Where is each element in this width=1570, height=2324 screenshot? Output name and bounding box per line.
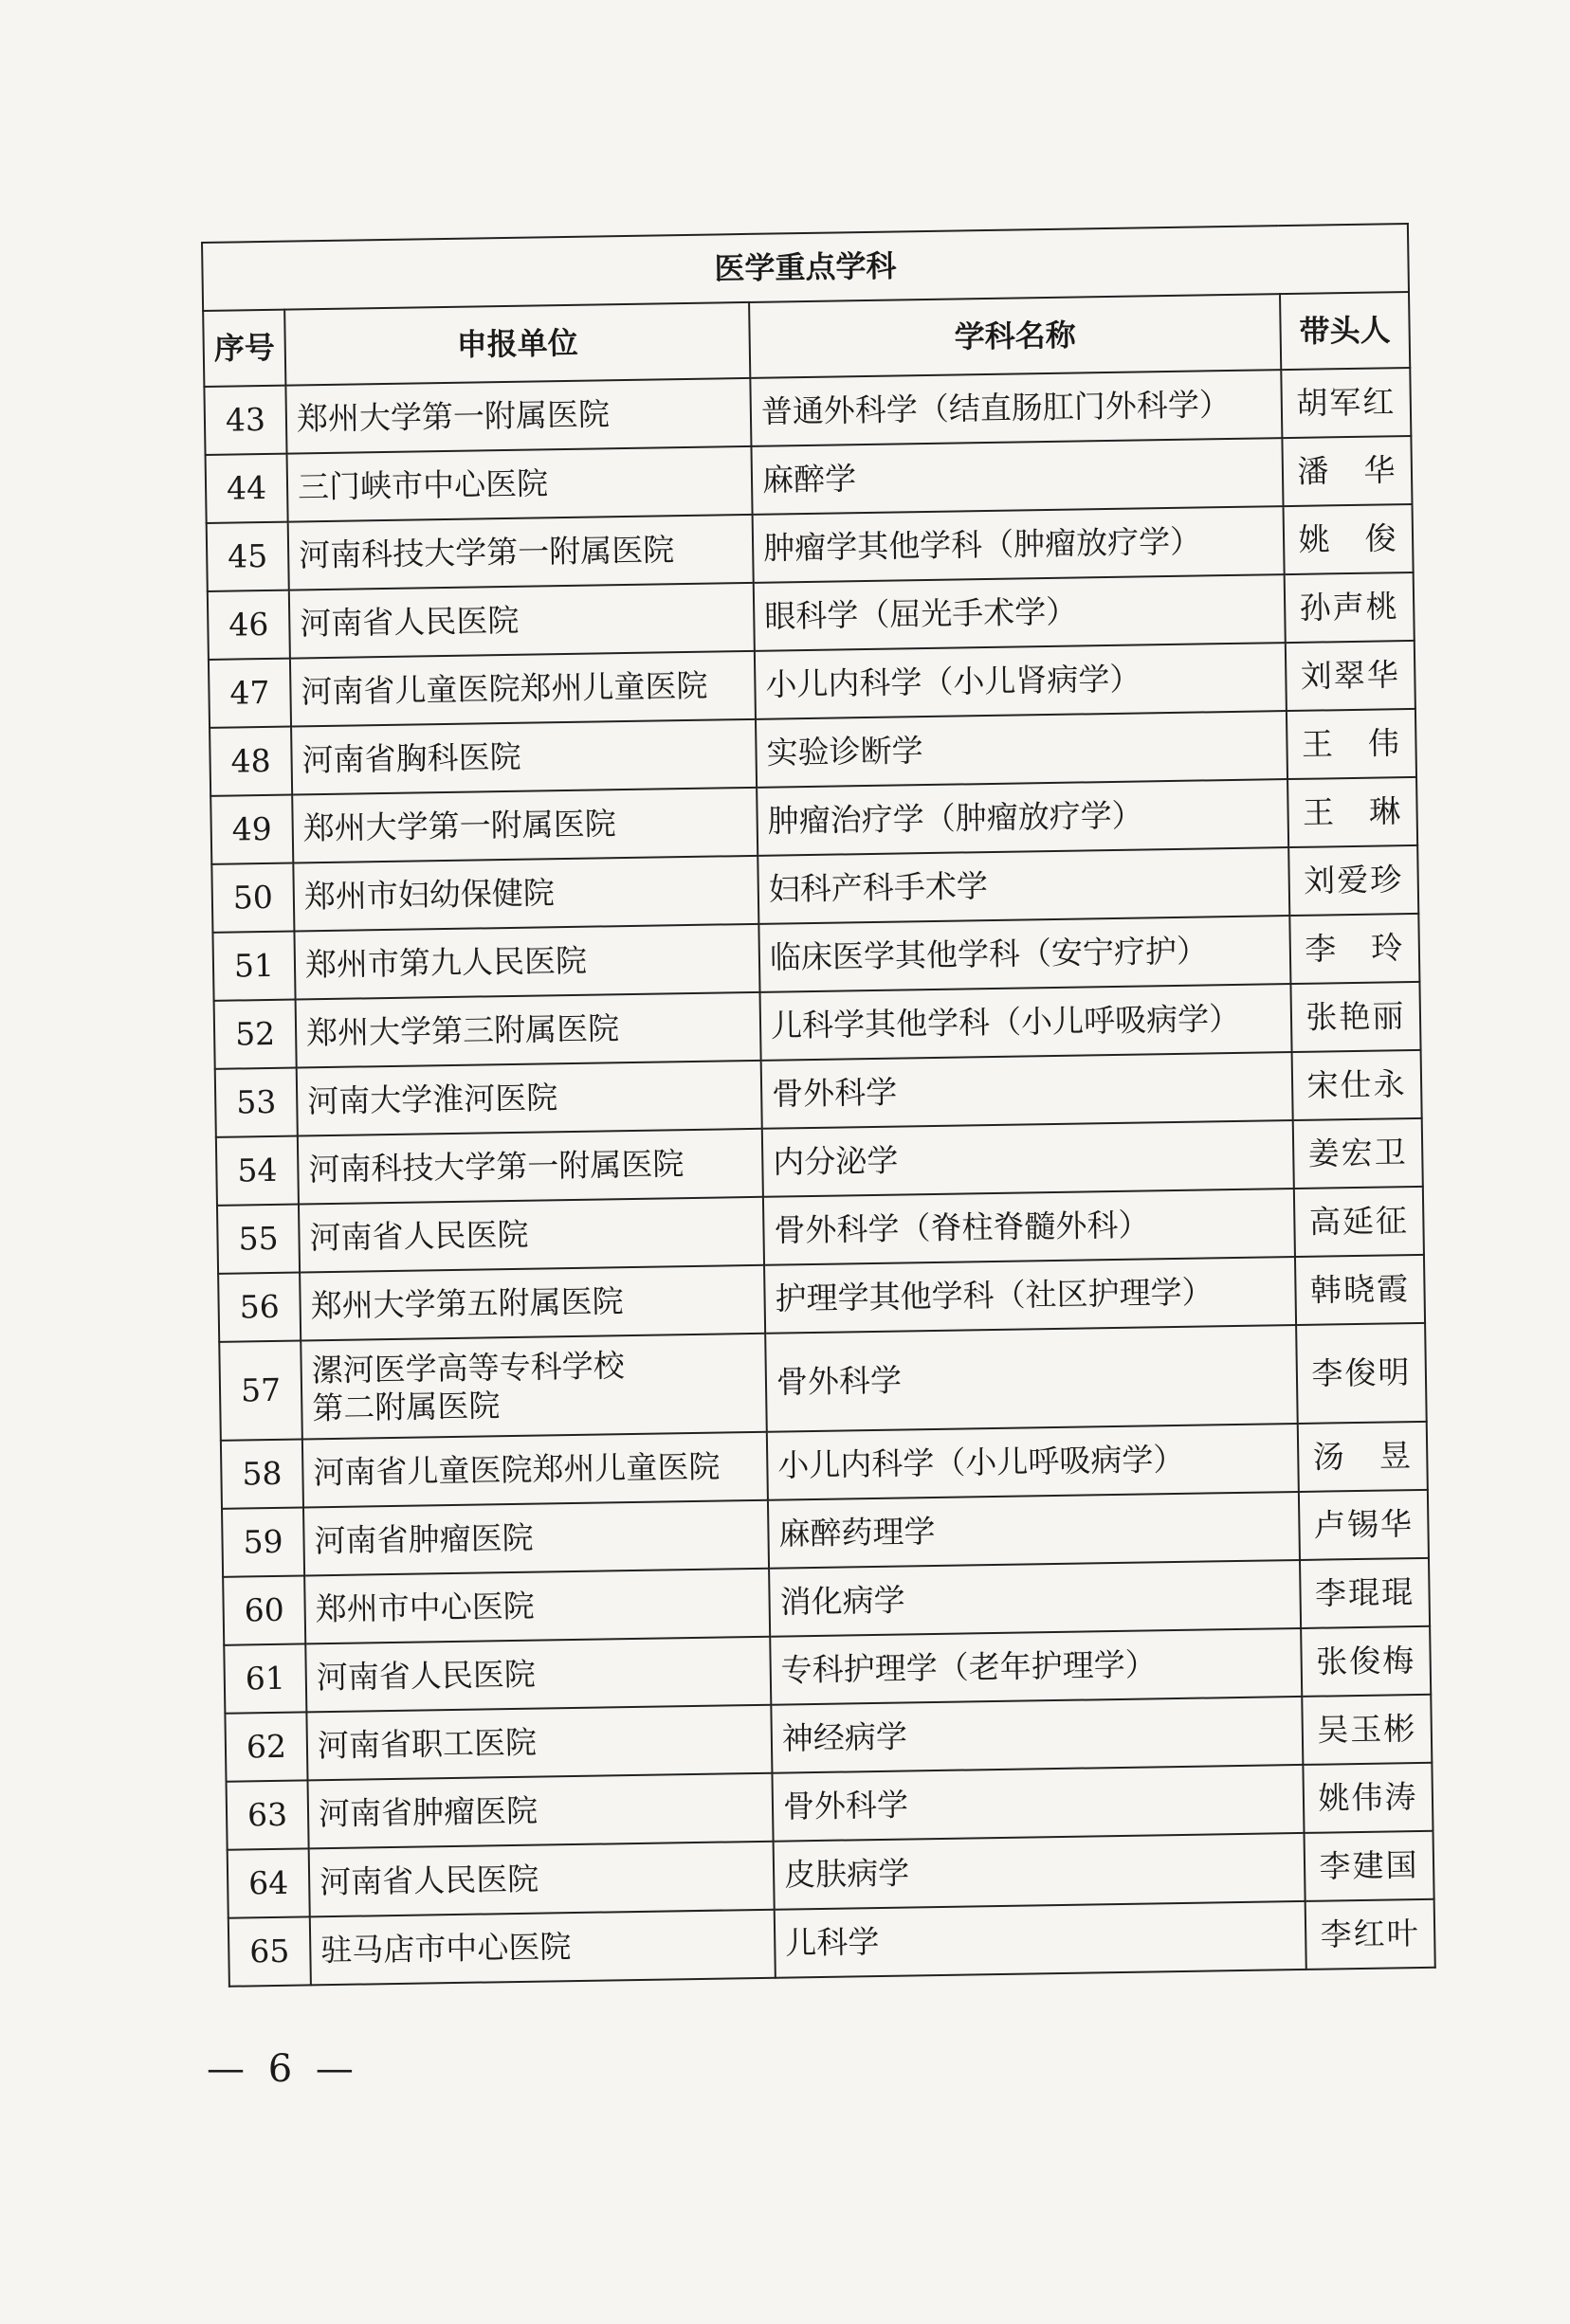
- row-subject: 骨外科学: [765, 1325, 1298, 1432]
- header-leader: 带头人: [1280, 292, 1410, 370]
- row-no: 47: [209, 659, 291, 728]
- row-subject: 儿科学其他学科（小儿呼吸病学）: [760, 984, 1292, 1061]
- row-no: 54: [216, 1136, 299, 1206]
- row-leader: 姚伟涛: [1303, 1763, 1433, 1833]
- row-subject: 肿瘤学其他学科（肿瘤放疗学）: [753, 506, 1285, 583]
- row-leader: 刘翠华: [1286, 641, 1415, 711]
- row-unit: 三门峡市中心医院: [287, 446, 753, 522]
- row-unit-line-2: 第二附属医院: [312, 1387, 501, 1427]
- row-subject: 眼科学（屈光手术学）: [754, 574, 1286, 651]
- row-unit: 郑州大学第一附属医院: [292, 788, 758, 863]
- row-no: 58: [221, 1439, 303, 1508]
- row-subject: 麻醉药理学: [768, 1492, 1300, 1569]
- row-no: 59: [222, 1507, 304, 1576]
- row-unit: [301, 1334, 767, 1440]
- row-subject: 骨外科学（脊柱脊髓外科）: [763, 1189, 1295, 1265]
- row-unit: 河南科技大学第一附属医院: [288, 515, 754, 590]
- row-no: 45: [207, 522, 289, 591]
- row-leader: 孙声桃: [1285, 572, 1415, 643]
- row-unit: 郑州大学第五附属医院: [300, 1265, 765, 1341]
- row-unit: 河南省人民医院: [289, 583, 755, 659]
- row-leader: 韩晓霞: [1295, 1255, 1425, 1325]
- row-unit: 驻马店市中心医院: [310, 1910, 776, 1986]
- row-unit: 河南省人民医院: [309, 1842, 775, 1917]
- row-leader: 吴玉彬: [1302, 1695, 1432, 1765]
- row-leader: 张艳丽: [1290, 982, 1420, 1052]
- discipline-table: [201, 223, 1436, 1988]
- row-no: 46: [208, 590, 290, 660]
- row-no: 62: [225, 1712, 307, 1781]
- row-leader: 潘 华: [1282, 436, 1412, 506]
- row-subject: 骨外科学: [772, 1765, 1304, 1842]
- row-unit: 郑州市第九人民医院: [294, 924, 759, 1000]
- row-subject: 小儿内科学（小儿呼吸病学）: [767, 1424, 1299, 1500]
- row-leader: 刘爱珍: [1288, 845, 1418, 916]
- row-subject: 肿瘤治疗学（肿瘤放疗学）: [757, 779, 1288, 856]
- row-subject: 临床医学其他学科（安宁疗护）: [758, 916, 1290, 992]
- row-unit: 郑州市中心医院: [304, 1569, 770, 1644]
- row-leader: 宋仕永: [1292, 1050, 1422, 1120]
- row-no: 43: [204, 386, 286, 455]
- row-no: 56: [218, 1272, 301, 1341]
- row-no: 60: [223, 1575, 305, 1644]
- row-leader: 张俊梅: [1301, 1626, 1431, 1697]
- row-no: 50: [211, 863, 294, 933]
- row-leader: 姜宏卫: [1293, 1118, 1423, 1189]
- row-unit: 河南省人民医院: [299, 1197, 764, 1273]
- row-subject: 儿科学: [775, 1901, 1306, 1978]
- row-subject: 实验诊断学: [756, 711, 1287, 788]
- header-subject: 学科名称: [749, 294, 1281, 378]
- row-leader: 李红叶: [1305, 1899, 1435, 1970]
- row-unit: 郑州市妇幼保健院: [293, 856, 758, 932]
- row-unit: 河南大学淮河医院: [297, 1061, 762, 1136]
- header-unit: 申报单位: [284, 302, 750, 386]
- page-number: — 6 —: [207, 2047, 359, 2091]
- row-unit: 河南省肿瘤医院: [308, 1773, 774, 1849]
- row-subject: 消化病学: [769, 1560, 1301, 1637]
- row-no: 64: [228, 1848, 310, 1917]
- row-no: 52: [214, 1000, 297, 1069]
- row-no: 57: [219, 1340, 302, 1440]
- row-leader: 李建国: [1305, 1831, 1434, 1901]
- table-row: [219, 1323, 1426, 1441]
- row-unit: 河南省儿童医院郑州儿童医院: [290, 651, 756, 727]
- row-subject: 护理学其他学科（社区护理学）: [764, 1257, 1296, 1334]
- row-no: 44: [206, 454, 288, 523]
- row-no: 63: [227, 1780, 309, 1849]
- row-subject: 骨外科学: [761, 1052, 1293, 1129]
- row-no: 53: [215, 1068, 298, 1137]
- row-subject: 专科护理学（老年护理学）: [770, 1628, 1302, 1705]
- header-no: 序号: [203, 310, 285, 387]
- row-leader: 高延征: [1294, 1187, 1424, 1257]
- row-unit: 河南科技大学第一附属医院: [298, 1129, 763, 1205]
- row-unit: 郑州大学第三附属医院: [296, 992, 761, 1068]
- row-subject: 神经病学: [771, 1697, 1303, 1773]
- row-unit: 河南省人民医院: [305, 1637, 771, 1713]
- row-subject: 皮肤病学: [774, 1833, 1305, 1910]
- row-leader: 李俊明: [1296, 1323, 1427, 1424]
- row-leader: 李琨琨: [1300, 1558, 1430, 1628]
- row-subject: 妇科产科手术学: [758, 847, 1289, 924]
- row-leader: 汤 昱: [1298, 1422, 1428, 1492]
- row-leader: 姚 俊: [1284, 504, 1414, 574]
- row-subject: 内分泌学: [762, 1120, 1294, 1197]
- row-leader: 胡军红: [1281, 368, 1411, 438]
- row-no: 55: [217, 1205, 300, 1274]
- row-no: 48: [210, 727, 292, 796]
- row-no: 49: [210, 795, 293, 864]
- row-no: 51: [212, 932, 295, 1001]
- row-leader: 王 琳: [1287, 777, 1417, 847]
- row-no: 65: [228, 1916, 311, 1986]
- row-unit: 郑州大学第一附属医院: [285, 378, 751, 454]
- row-unit: 河南省职工医院: [306, 1705, 772, 1781]
- row-subject: 普通外科学（结直肠肛门外科学）: [750, 370, 1282, 446]
- row-subject: 麻醉学: [751, 438, 1283, 515]
- row-leader: 王 伟: [1287, 709, 1416, 779]
- table-title: 医学重点学科: [202, 224, 1409, 311]
- row-subject: 小儿内科学（小儿肾病学）: [755, 643, 1287, 719]
- row-leader: 卢锡华: [1299, 1490, 1429, 1560]
- row-unit: 河南省胸科医院: [291, 719, 757, 795]
- row-no: 61: [224, 1643, 306, 1713]
- row-leader: 李 玲: [1289, 914, 1419, 984]
- row-unit: 河南省肿瘤医院: [303, 1500, 769, 1576]
- row-unit: 河南省儿童医院郑州儿童医院: [302, 1432, 768, 1508]
- row-unit-line-1: 漯河医学高等专科学校: [311, 1347, 625, 1389]
